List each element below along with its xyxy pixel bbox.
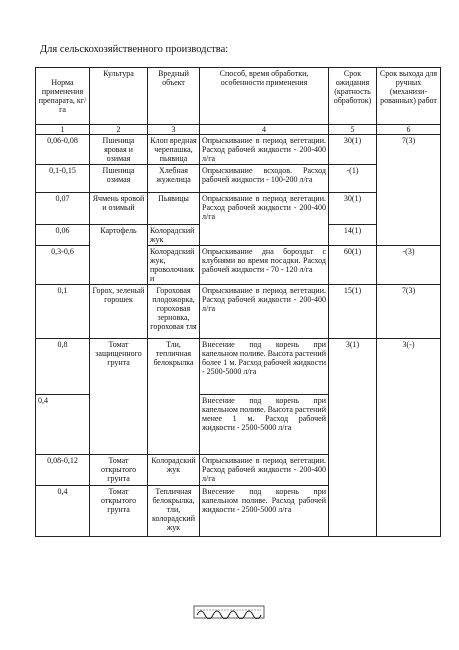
rate-cell: 0,4 [36, 486, 90, 537]
crop-cell: Горох, зеленый горошек [90, 285, 148, 339]
table-row [36, 285, 441, 339]
rate-cell: 0,4 [36, 395, 90, 455]
rate-cell: 0,8 [36, 339, 90, 395]
crop-cell: Ячмень яровой и озимый [90, 193, 148, 225]
header-crop: Культура [90, 68, 148, 125]
method-cell: Внесение под корень при капельном поливе. Расход рабочей жидкости - 2500-5000 л/га [200, 486, 329, 537]
col-number: 4 [200, 125, 329, 135]
method-cell: Опрыскивание дна бороздьт с клубнями во время посадки. Расход рабочей жидкости - 70 - 120 л/га [200, 246, 329, 285]
crop-cell: Картофель [90, 225, 148, 285]
pest-cell: Колорадский жук [148, 455, 200, 486]
wait-cell: -(1) [329, 165, 377, 193]
header-wait: Срок ожидания (кратность обработок) [329, 68, 377, 125]
header-row [36, 68, 441, 125]
method-cell: Внесение под корень при капельном поливе. Высота растений более 1 м. Расход рабочей жидкости - 2500-5000 л/га [200, 339, 329, 395]
col-number: 2 [90, 125, 148, 135]
pest-cell: Колорадский жук [148, 225, 200, 246]
pest-cell: Клоп вредная черепашка, пьявица [148, 135, 200, 165]
col-number: 1 [36, 125, 90, 135]
pest-cell: Пьявицы [148, 193, 200, 225]
crop-cell: Пшеница яровая и озимая [90, 135, 148, 165]
exit-cell: 7(3) [377, 285, 441, 339]
crop-cell: Томат защищенного грунта [90, 339, 148, 455]
pest-cell: Тли, тепличная белокрылка [148, 339, 200, 455]
rate-cell: 0,08-0,12 [36, 455, 90, 486]
wait-cell: 3(1) [329, 339, 377, 537]
rate-cell: 0,1-0,15 [36, 165, 90, 193]
pest-cell: Гороховая плодожорка, гороховая зерновка, гороховая тля [148, 285, 200, 339]
col-number: 5 [329, 125, 377, 135]
method-cell: Опрыскивание всходов. Расход рабочей жидкости - 100-200 л/га [200, 165, 329, 193]
method-cell: Опрыскивание в период вегетации. Расход рабочей жидкости - 200-400 л/га [200, 455, 329, 486]
method-cell: Внесение под корень при капельном поливе. Высота растений менее 1 м. Расход рабочей жидкости - 2500-5000 л/га [200, 395, 329, 455]
table-row [36, 135, 441, 165]
header-exit: Срок выхода для ручных (механизи-рованных) работ [377, 68, 441, 125]
rate-cell: 0,3-0,6 [36, 246, 90, 285]
wait-cell: 30(1) [329, 193, 377, 225]
pest-cell: Хлебная жужелица [148, 165, 200, 193]
method-cell: Опрыскивание в период вегетации. Расход рабочей жидкости - 200-400 л/га [200, 135, 329, 165]
header-pest: Вредный объект [148, 68, 200, 125]
method-cell: Опрыскивание в период вегетации. Расход рабочей жидкости - 200-400 л/га [200, 193, 329, 246]
pest-cell: Тепличная белокрылка, тли, колорадский жук [148, 486, 200, 537]
rate-cell: 0,07 [36, 193, 90, 225]
column-number-row [36, 125, 441, 135]
exit-cell: -(3) [377, 246, 441, 285]
method-cell: Опрыскивание в период вегетации. Расход рабочей жидкости - 200-400 л/га [200, 285, 329, 339]
crop-cell: Томат открытого грунта [90, 486, 148, 537]
section-heading: Для сельскохозяйственного производства: [40, 44, 229, 55]
rate-cell: 0,1 [36, 285, 90, 339]
header-rate: Норма применения препарата, кг/га [36, 68, 90, 125]
wait-cell: 60(1) [329, 246, 377, 285]
pesticide-table [35, 67, 441, 537]
exit-cell: 7(3) [377, 135, 441, 246]
wait-cell: 14(1) [329, 225, 377, 246]
header-method: Способ, время обработки, особенности применения [200, 68, 329, 125]
wait-cell: 30(1) [329, 135, 377, 165]
exit-cell: 3(-) [377, 339, 441, 537]
crop-cell: Томат открытого грунта [90, 455, 148, 486]
crop-cell: Пшеница озимая [90, 165, 148, 193]
ornament-stamp-icon [193, 605, 265, 619]
wait-cell: 15(1) [329, 285, 377, 339]
table-row [36, 339, 441, 395]
rate-cell: 0,06-0,08 [36, 135, 90, 165]
rate-cell: 0,06 [36, 225, 90, 246]
pest-cell: Колорадский жук, проволочники [148, 246, 200, 285]
col-number: 3 [148, 125, 200, 135]
col-number: 6 [377, 125, 441, 135]
